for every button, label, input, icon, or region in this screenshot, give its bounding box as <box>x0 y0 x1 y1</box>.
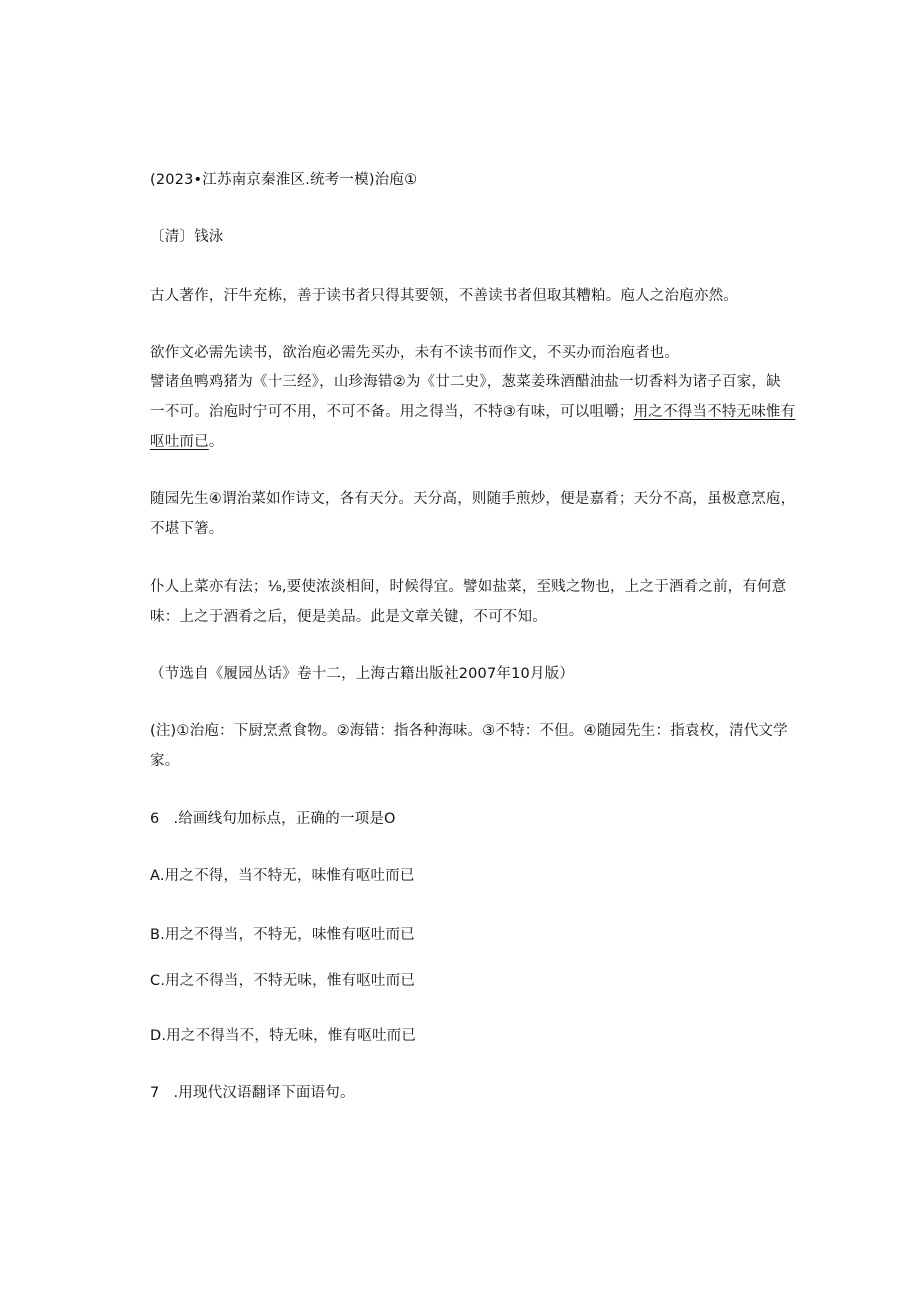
notes-line-2: 家。 <box>150 753 180 769</box>
paragraph-5-line-2: 味：上之于酒肴之后，便是美品。此是文章关键，不可不知。 <box>150 609 547 625</box>
source-heading: (2023•江苏南京秦淮区.统考一模)治庖① <box>150 172 418 188</box>
paragraph-5-line-1: 仆人上菜亦有法；⅛,要使浓淡相间，时候得宜。譬如盐菜，至贱之物也，上之于酒肴之前，有何意 <box>150 579 787 595</box>
paragraph-4-line-1: 随园先生④谓治菜如作诗文，各有天分。天分高，则随手煎炒，便是嘉肴；天分不高，虽极意烹庖， <box>150 491 796 507</box>
option-c[interactable]: C.用之不得当，不特无味，惟有呕吐而已 <box>150 973 416 989</box>
paragraph-4-line-2: 不堪下箸。 <box>150 521 224 537</box>
question-7-text: .用现代汉语翻译下面语句。 <box>173 1085 355 1101</box>
underlined-sentence-part-2: 呕吐而已 <box>150 434 209 450</box>
notes-line-1: (注)①治庖：下厨烹煮食物。②海错：指各种海味。③不特：不但。④随园先生：指袁枚，清代文学 <box>150 723 788 739</box>
paragraph-3-line-3 <box>150 432 224 452</box>
question-6-text: .给画线句加标点，正确的一项是O <box>173 811 396 827</box>
paragraph-3-line-2 <box>150 402 795 422</box>
question-7-number: 7 <box>150 1085 160 1101</box>
paragraph-3-line-1: 譬诸鱼鸭鸡猪为《十三经》，山珍海错②为《廿二史》，葱菜姜珠酒醋油盐一切香料为诸子百家，缺 <box>150 374 781 390</box>
paragraph-3-end: 。 <box>208 434 224 450</box>
question-6 <box>150 809 396 829</box>
option-b[interactable]: B.用之不得当，不特无，味惟有呕吐而已 <box>150 927 415 943</box>
underlined-sentence-part-1: 用之不得当不特无味惟有 <box>633 404 796 420</box>
paragraph-3-line-2-text: 一不可。治庖时宁可不用，不可不备。用之得当，不特③有味，可以咀嚼； <box>150 404 634 420</box>
paragraph-2: 欲作文必需先读书，欲治庖必需先买办，未有不读书而作文，不买办而治庖者也。 <box>150 345 680 361</box>
question-6-number: 6 <box>150 811 160 827</box>
author-line: 〔清〕钱泳 <box>150 229 224 245</box>
paragraph-1: 古人著作，汗牛充栋，善于读书者只得其要领，不善读书者但取其糟粕。庖人之治庖亦然。 <box>150 288 738 304</box>
question-7 <box>150 1083 355 1103</box>
citation: （节选自《履园丛话》卷十二，上海古籍出版社2007年10月版） <box>150 666 575 682</box>
option-d[interactable]: D.用之不得当不，特无味，惟有呕吐而已 <box>150 1028 417 1044</box>
option-a[interactable]: A.用之不得，当不特无，味惟有呕吐而已 <box>150 868 415 884</box>
